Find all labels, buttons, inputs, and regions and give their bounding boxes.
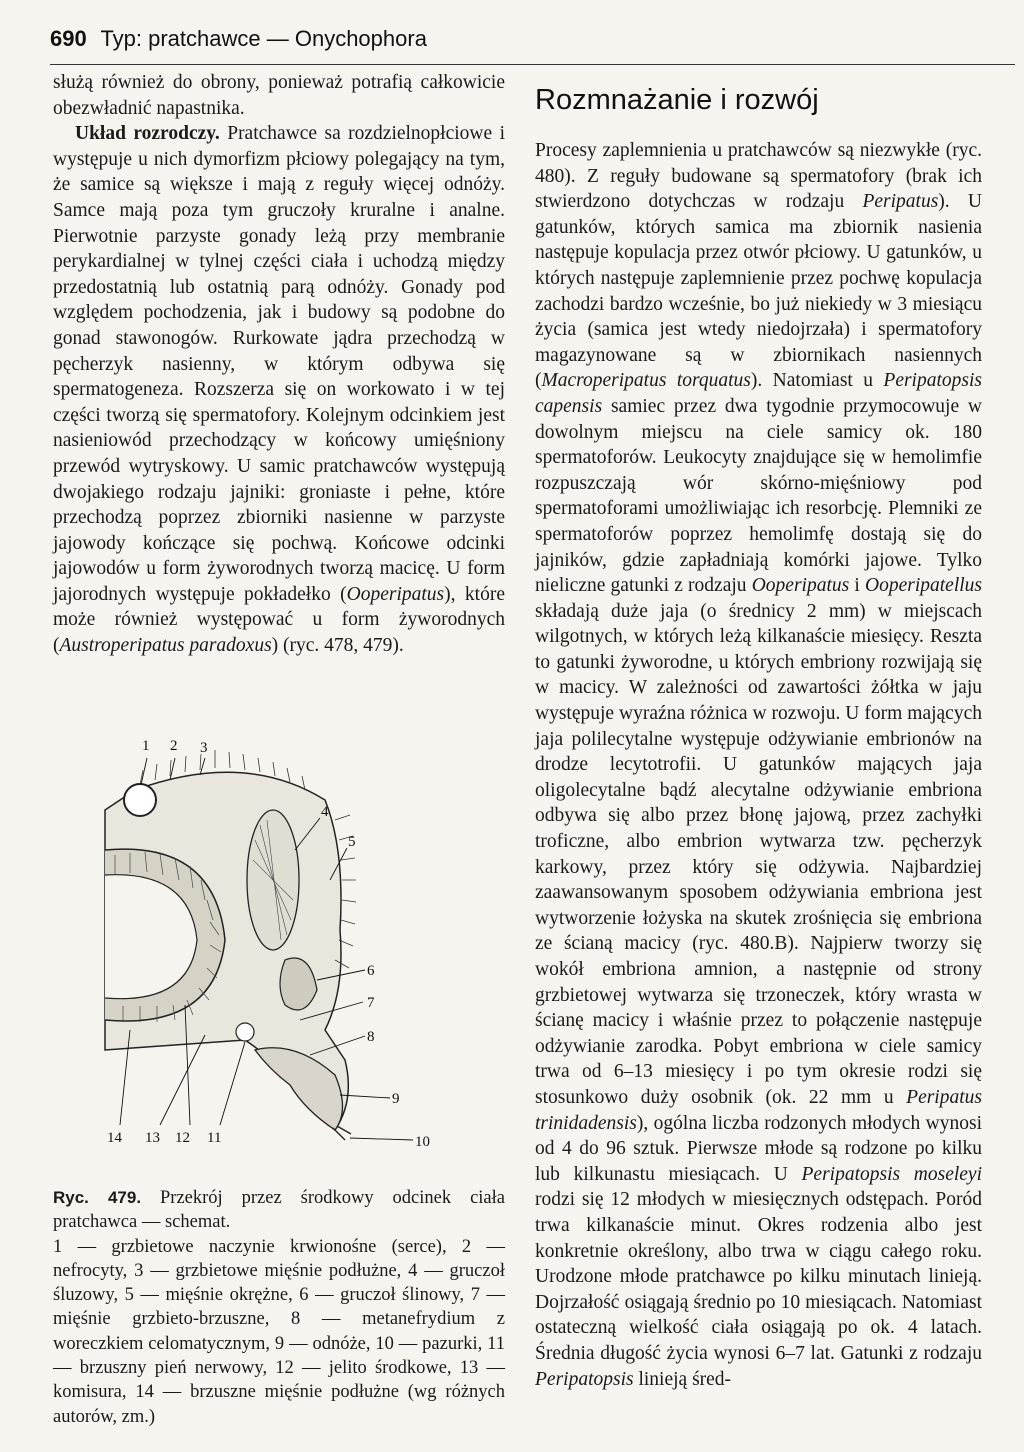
italic-taxon: Peripatopsis <box>535 1368 634 1390</box>
figure-label-4: 4 <box>321 804 329 820</box>
running-title: Typ: pratchawce — Onychophora <box>100 26 427 51</box>
figure-label-10: 10 <box>415 1134 430 1150</box>
page-number: 690 <box>50 26 87 51</box>
section-title: Rozmnażanie i rozwój <box>535 84 819 116</box>
dorsal-vessel <box>124 784 156 816</box>
paragraph-heading: Układ rozrodczy. <box>75 123 220 145</box>
text-run: rodzi się 12 młodych w miesięcznych odstępach. Poród trwa kilkanaście minut. Okres rodzenia albo jest konkretnie określony, albo trwa w ciągu całego roku. Urodzone młode pratchawce po kilku minutach linieją. Dojrzałość osiągają średnio po 10 miesiącach. Natomiast ostateczną wielkość ciała osiągają po ok. 4 latach. Średnia długość życia wynosi 6–7 lat. Gatunki z rodzaju <box>535 1189 982 1364</box>
figure-label-3: 3 <box>200 740 208 756</box>
text-run: Pratchawce sa rozdzielnopłciowe i występuje u nich dymorfizm płciowy polegający na tym, że samice są większe i mają z reguły więcej odnóży. Samce mają poza tym gruczoły kruralne i analne. Pierwotnie parzyste gonady leżą przy membranie perykardialnej w tylnej części ciała i uchodzą między przedostatnią lub ostatnią parą odnóży. Gonady pod względem pochodzenia, jak i budowy są podobne do gonad stawonogów. Rurkowate jądra przechodzą w pęcherzyk nasienny, w którym odbywa się spermatogeneza. Rozszerza się on workowato i w tej części tworzą się spermatofory. Kolejnym odcinkiem jest nasieniowód przechodzący w końcowy umięśniony przewód wytryskowy. U samic pratchawców występują dwojakiego rodzaju jajniki: groniaste i pełne, które przechodzą poprzez zbiorniki nasienne w parzyste jajowody kończące się pochwą. Końcowe odcinki jajowodów u form żyworodnych tworzą macicę. U form jajorodnych występuje pokładełko ( <box>53 123 505 605</box>
ventral-nerve-cord <box>236 1023 254 1041</box>
text-run: linieją śred- <box>633 1368 732 1390</box>
figure-label-1: 1 <box>142 738 150 754</box>
text-run: ). U gatunków, których samica ma zbiornik nasienia następuje kopulacja przez otwór płciowy. U gatunków, u których następuje zaplemnienie przez pochwę kopulacja zachodzi bardzo wcześnie, bo już niekiedy w 3 miesiącu życia (samica jest wtedy niedojrzała) i spermatofory magazynowane są w zbiornikach nasiennych ( <box>535 191 982 392</box>
running-head <box>50 26 1010 52</box>
text-run: ). Natomiast u <box>750 370 884 392</box>
italic-taxon: Peripatus <box>862 191 939 213</box>
italic-taxon: Peripatus trinidadensis <box>535 1086 982 1134</box>
italic-taxon: Ooperipatellus <box>865 575 982 597</box>
italic-taxon: Peripatopsis capensis <box>535 370 982 417</box>
text-run: i <box>849 575 865 597</box>
figure-label-8: 8 <box>367 1029 375 1045</box>
figure-label-7: 7 <box>367 995 375 1011</box>
italic-taxon: Ooperipatus <box>346 583 445 605</box>
paragraph-reproductive-system <box>53 121 505 658</box>
figure-label-12: 12 <box>175 1130 190 1146</box>
figure-label-6: 6 <box>367 963 375 979</box>
figure-label-13: 13 <box>145 1130 160 1146</box>
paragraph-defense: służą również do obrony, ponieważ potrafią całkowicie obezwładnić napastnika. <box>53 72 505 119</box>
text-run: składają duże jaja (o średnicy 2 mm) w miejscach wilgotnych, w których leżą kilkanaście miesięcy. Reszta to gatunki żyworodne, u których embriony rozwijają się w macicy. W zależności od zawartości żółtka w jaju występuje wyraźna różnica w rozwoju. U form mających jaja polilecytalne występuje odżywianie embrionów na drodze lecytotrofii. U gatunków mających jaja oligolecytalne bądź alecytalne odżywianie embriona odbywa się albo przez błonę jajową, przez zachyłki troficzne, albo embrion wytwarza tzw. pęcherzyk karkowy, przez który się odżywia. Najbardziej zaawansowanym sposobem odżywiania embriona jest wytworzenie łożyska na skutek zrośnięcia się embriona ze ścianą macicy (ryc. 480.B). Najpierw tworzy się wokół embriona amnion, a następnie od strony grzbietowej wytwarza się trzoneczek, który wrasta w ścianę macicy i właśnie przez to połączenie następuje odżywianie zarodka. Pobyt embriona w ciele samicy trwa od 6–13 miesięcy i po tym okresie rodzi się stosunkowo duży osobnik (ok. 22 mm u <box>535 600 982 1108</box>
figure-label-9: 9 <box>392 1091 400 1107</box>
text-run: Procesy zaplemnienia u pratchawców są niezwykłe (ryc. 480). Z reguły budowane są spermatofory (brak ich stwierdzono dotychczas w rodzaju <box>535 140 982 213</box>
italic-taxon: Macroperipatus torquatus <box>541 370 751 392</box>
figure-label-11: 11 <box>207 1130 222 1146</box>
paragraph-reproduction <box>535 138 982 1392</box>
figure-label-14: 14 <box>107 1130 122 1146</box>
header-rule <box>50 64 1015 65</box>
italic-taxon: Ooperipatus <box>751 575 850 597</box>
caption-text: Przekrój przez środkowy odcinek ciała pratchawca — schemat. <box>53 1188 505 1233</box>
caption-label: Ryc. 479. <box>53 1188 142 1207</box>
figure-label-5: 5 <box>348 834 356 850</box>
cross-section-diagram <box>95 730 455 1160</box>
italic-taxon: Austroperipatus paradoxus <box>59 635 272 657</box>
right-column <box>535 70 982 1392</box>
figure-label-2: 2 <box>170 738 178 754</box>
text-run: ), ogólna liczba rodzonych młodych wynosi od 4 do 96 sztuk. Pierwsze młode są rodzone po kilku lub kilkunastu miesiącach. U <box>535 1112 982 1185</box>
italic-taxon: Peripatopsis moseleyi <box>801 1163 982 1185</box>
figure-479-cross-section <box>95 730 455 1160</box>
caption-title <box>53 1186 505 1235</box>
text-run: ) (ryc. 478, 479). <box>271 635 404 657</box>
text-run: ), które może również występować u form żyworodnych ( <box>53 583 505 657</box>
left-column <box>53 70 505 659</box>
caption-legend: 1 — grzbietowe naczynie krwionośne (serce), 2 — nefrocyty, 3 — grzbietowe mięśnie podłużne, 4 — gruczoł śluzowy, 5 — mięśnie okrężne, 6 — gruczoł ślinowy, 7 — mięśnie grzbieto-brzuszne, 8 — metanefrydium z woreczkiem celomatycznym, 9 — odnóże, 10 — pazurki, 11 — brzuszny pień nerwowy, 12 — jelito środkowe, 13 — komisura, 14 — brzuszne mięśnie podłużne (wg różnych autorów, zm.) <box>53 1236 505 1427</box>
text-run: samiec przez dwa tygodnie przymocowuje w dowolnym miejscu na ciele samicy ok. 180 spermatoforów. Leukocyty znajdujące się w hemolimfie rozpuszczają wór skórno-mięśniowy pod spermatoforami umożliwiając ich resorbcję. Plemniki ze spermatoforów poprzez hemolimfę dostają się do jajników, gdzie zapładniają komórki jajowe. Tylko nieliczne gatunki z rodzaju <box>535 395 982 597</box>
figure-caption <box>53 1186 505 1429</box>
